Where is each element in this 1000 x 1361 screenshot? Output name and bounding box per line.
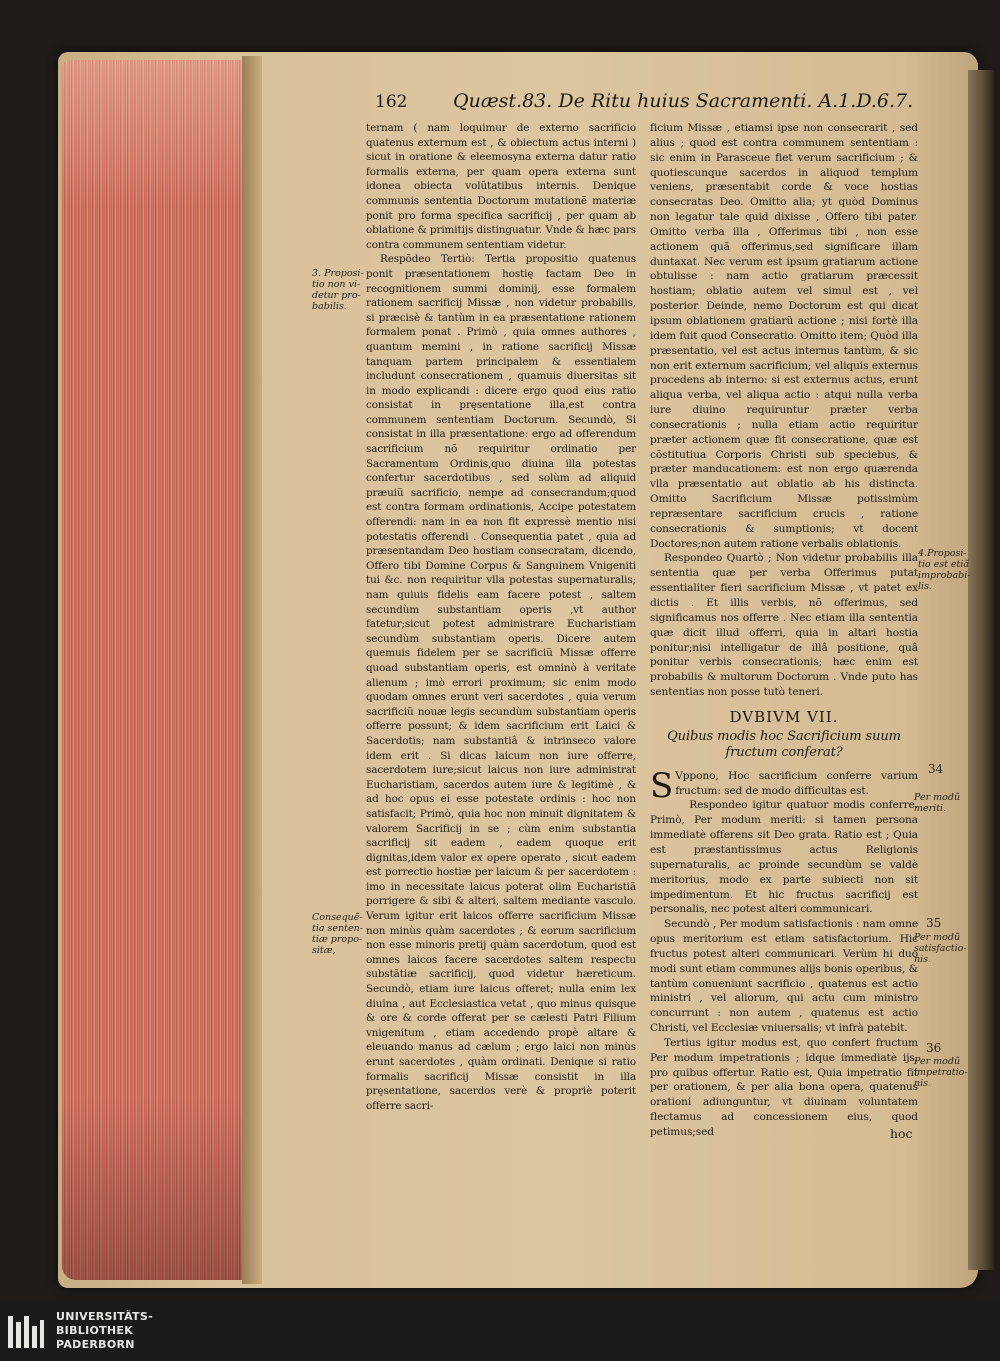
margin-note-consequentia: Consequẽ-tia senten-tiæ propo-sitæ,	[312, 912, 363, 956]
dubium-heading: DVBIVM VII.	[729, 707, 839, 726]
right-paragraph-2: Respondeo Quartò ; Non videtur probabilis illa sententia quæ per verba Offerimus putat essentialiter fieri sacrificium Missæ , vt patet ex dictis . Et illis verbis, nõ offerimus, sed significamus nos offerre . Nec etiam illa sententia quæ dicit illud offerri, quia in altari hostia ponitur;nisi intelligatur de illâ positione, quâ ponitur verbis consecrationis; hæc enim est probabilis & multorum Doctorum . Vnde puto has sententias non posse tutò teneri.	[650, 552, 918, 699]
margin-number-36: 36	[926, 1041, 942, 1055]
page-number: 162	[375, 92, 408, 112]
page-gutter	[242, 56, 262, 1284]
drop-capital: S	[650, 765, 674, 806]
right-column	[650, 121, 918, 1141]
margin-number-34: 34	[928, 762, 944, 776]
footer-line-3: PADERBORN	[56, 1338, 135, 1351]
margin-number-35: 35	[926, 916, 942, 930]
left-paragraph-2: Respõdeo Tertiò: Tertia propositio quatenus ponit præsentationem hostię factam Deo in recognitionem summi dominij, esse formalem rationem sacrificij Missæ , non videtur probabilis, si præcisè & tantùm in ea præsentatione rationem formalem ponat . Primò , quia omnes authores , quantum memini , in ratione sacrificij Missæ tanquam partem principalem & essentialem includunt consecrationem , quamuis diuersitas sit in modo explicandi : dicere ergo quod eius ratio consistat in pręsentatione illa,est contra communem sententiam Doctorum. Secundò, Si consistat in illa præsentatione: ergo ad offerendum sacrificium nõ requiritur ordinatio per Sacramentum Ordinis,quo diuina illa potestas confertur sacerdotibus , sed solùm ad aliquid præuiũ sacrificio, nempe ad consecrandum;quod est contra formam ordinationis, Accipe potestatem offerendi: nam in ea non fit expressè mentio nisi potestatis offerendi . Consequentia patet , quia ad præsentandam Deo hostiam consecratam, dicendo, Offero tibi Domine Corpus & Sanguinem Vnigeniti tui &c. non requiritur vlla potestas supernaturalis; nam quiuis fidelis eam facere potest , saltem secundùm substantiam operis ,vt author fatetur;sicut potest administrare Eucharistiam secundùm substantiam operis. Dicere autem quemuis fidelem per se sacrificiũ Missæ offerre quoad substantiam operis, est omninò à veritate alienum ; imò errori proximum; sic enim modo quodam omnes erunt veri sacerdotes , quia verum sacrificiũ nouæ legis secundùm substantiam operis offerre possunt; & idem sacrificium erit Laici & Sacerdotis; nam substantiâ & intrinseco valore idem erit . Si dicas laicum non iure offerre, sacerdotem iure;sicut laicus non iure administrat Eucharistiam, sacerdos autem iure & legitimè , & ad hoc opus ei esse potestate ordinis : hoc non satisfacit; Primò, quia hoc non minuit dignitatem & valorem Sacrificij in se ; cùm enim substantia sacrificij sit eadem , eadem quoque erit dignitas,idem valor ex opere operato , sicut eadem est porrectio hostiæ per laicum & per sacerdotem : imo in necessitate laicus poterat olim Eucharistiã porrigere & sibi & alteri, saltem mediante vasculo. Verum igitur erit laicos offerre sacrificium Missæ non minùs quàm sacerdotes ; & eorum sacrificium non esse minoris pretij quàm sacerdotum, quod est omnes laicos facere sacerdotes saltem respectu substãtiæ sacrificij, quod videtur hæreticum. Secundò, etiam iure laicus offeret; nulla enim lex diuina , aut Ecclesiastica vetat , quo minus quisque & ore & corde offerat per se cælesti Patri Filium vnigenitum , etiam accedendo propè altare & eleuando manus ad cælum ; ergo laici non minùs erunt sacerdotes , quàm ordinati. Denique si ratio formalis sacrificij Missæ consistit in illa pręsentatione, sacerdos verè & propriè poterit offerre sacri-	[366, 253, 636, 1112]
right-paragraph-3	[650, 765, 918, 806]
right-paragraph-1: ficium Missæ , etiamsi ipse non consecrarit , sed alius ; quod est contra communem sententiam : sic enim in Parasceue fiet verum sacrificium ; & quotiescunque sacerdos in aliquod templum veniens, præsentabit corde & voce hostias consecratas Deo. Omitto alia; yt quòd Dominus non legatur tale quid dixisse , Offero tibi pater. Omitto verba illa , Offerimus tibi , non esse actionem quã offerimus,sed significare illam duntaxat. Nec verum est ipsum gratiarum actione obtulisse : nam actio gratiarum præcessit hostiam; oblatio autem vel simul est , vel posterior. Deinde, nemo Doctorum est qui dicat ipsum oblationem gratiarũ actione ; nisi fortè illa idem fuit quod Consecratio. Omitto item; Quòd illa præsentatio, vel est actus internus tantùm, & sic non erit externum sacrificium; vel aliquis externus procedens ab interno: si est externus actus, erunt aliqua verba, vel aliqua actio : atqui nulla verba iure diuino requiruntur præter verba consecrationis ; nulla etiam actio requiritur præter actionem quæ fit consecratione, quæ est cõstitutiua Corporis Christi sub speciebus, & præter manducationem: est non ergo quærenda vlla præsentatio aut oblatio ab his distincta. Omitto Sacrificium Missæ potissimùm repræsentare sacrificium crucis , ratione consecrationis & sumptionis; vt docent Doctores;non autem ratione verbalis oblationis.	[650, 122, 918, 550]
margin-note-satisfactionis: Per modũ satisfactio-nis.	[914, 932, 967, 965]
left-column	[366, 121, 636, 1141]
dubium-question: Quibus modis hoc Sacrificium suum fructum conferat?	[667, 728, 901, 760]
margin-note-proposition-3: 3. Proposi-tio non vi-detur pro-babilis.	[312, 268, 364, 312]
page-edge-shadow	[968, 70, 994, 1270]
catchword: hoc	[890, 1126, 913, 1141]
fore-edge-shading	[62, 60, 242, 1280]
library-footer	[0, 1300, 1000, 1361]
running-title: Quæst.83. De Ritu huius Sacramenti. A.1.D.6.7.	[453, 90, 914, 112]
footer-line-1: UNIVERSITÄTS-	[56, 1310, 153, 1323]
right-paragraph-5: Secundò , Per modum satisfactionis : nam omne opus meritorium est etiam satisfactorium. Hic fructus potest alteri communicari. Verùm hi duo modi sunt etiam communes alijs bonis operibus, & tantùm conueniunt sacrificio , quatenus est actio ministri , vel aliorum, qui actu cum ministro concurrunt : non autem , quatenus est actio Christi, vel Ecclesiæ vniuersalis; vt infrà patebit.	[650, 918, 918, 1035]
right-paragraph-6: Tertius igitur modus est, quo confert fructum Per modum impetrationis ; idque immediatè ijs, pro quibus offertur. Ratio est, Quia impetratio fit per orationem, & per alia bona opera, quatenus orationi adiunguntur, vt diuinam voluntatem flectamus ad concessionem eius, quod petimus;sed	[650, 1036, 918, 1138]
right-paragraph-3-text: Vppono, Hoc sacrificium conferre varium fructum: sed de modo difficultas est.	[675, 769, 918, 797]
margin-note-impetrationis: Per modũ impetratio-nis.	[914, 1056, 968, 1089]
right-paragraph-4: Respondeo igitur quatuor modis conferre. Primò, Per modum meriti: si tamen persona immediatè offerens sit Deo grata. Ratio est ; Quia est præstantissimus actus Religionis supernaturalis, ac proinde secundùm se valdè meritorius, modo ex parte subiecti non sit impedimentum. Et hic fructus sacrificij est personalis, nec potest alteri communicari.	[650, 799, 918, 916]
margin-note-meriti: Per modũ meriti.	[914, 792, 961, 814]
running-head	[375, 92, 935, 120]
footer-line-2: BIBLIOTHEK	[56, 1324, 134, 1337]
library-logo-icon	[6, 1312, 46, 1352]
left-paragraph-1: ternam ( nam loquimur de externo sacrificio quatenus externum est , & obiectum actus interni ) sicut in oratione & eleemosyna externa datur ratio formalis externa, per quam opera externa sunt idonea obiecta volũtatibus internis. Denique communis sententia Doctorum mutationẽ materiæ ponit pro forma specifica sacrificij , per quam ab oblatione & primitijs distinguatur. Vnde & hæc pars contra communem sententiam videtur.	[366, 122, 636, 251]
margin-note-proposition-4: 4.Proposi-tio est etiã improbabi-lis.	[918, 548, 971, 592]
